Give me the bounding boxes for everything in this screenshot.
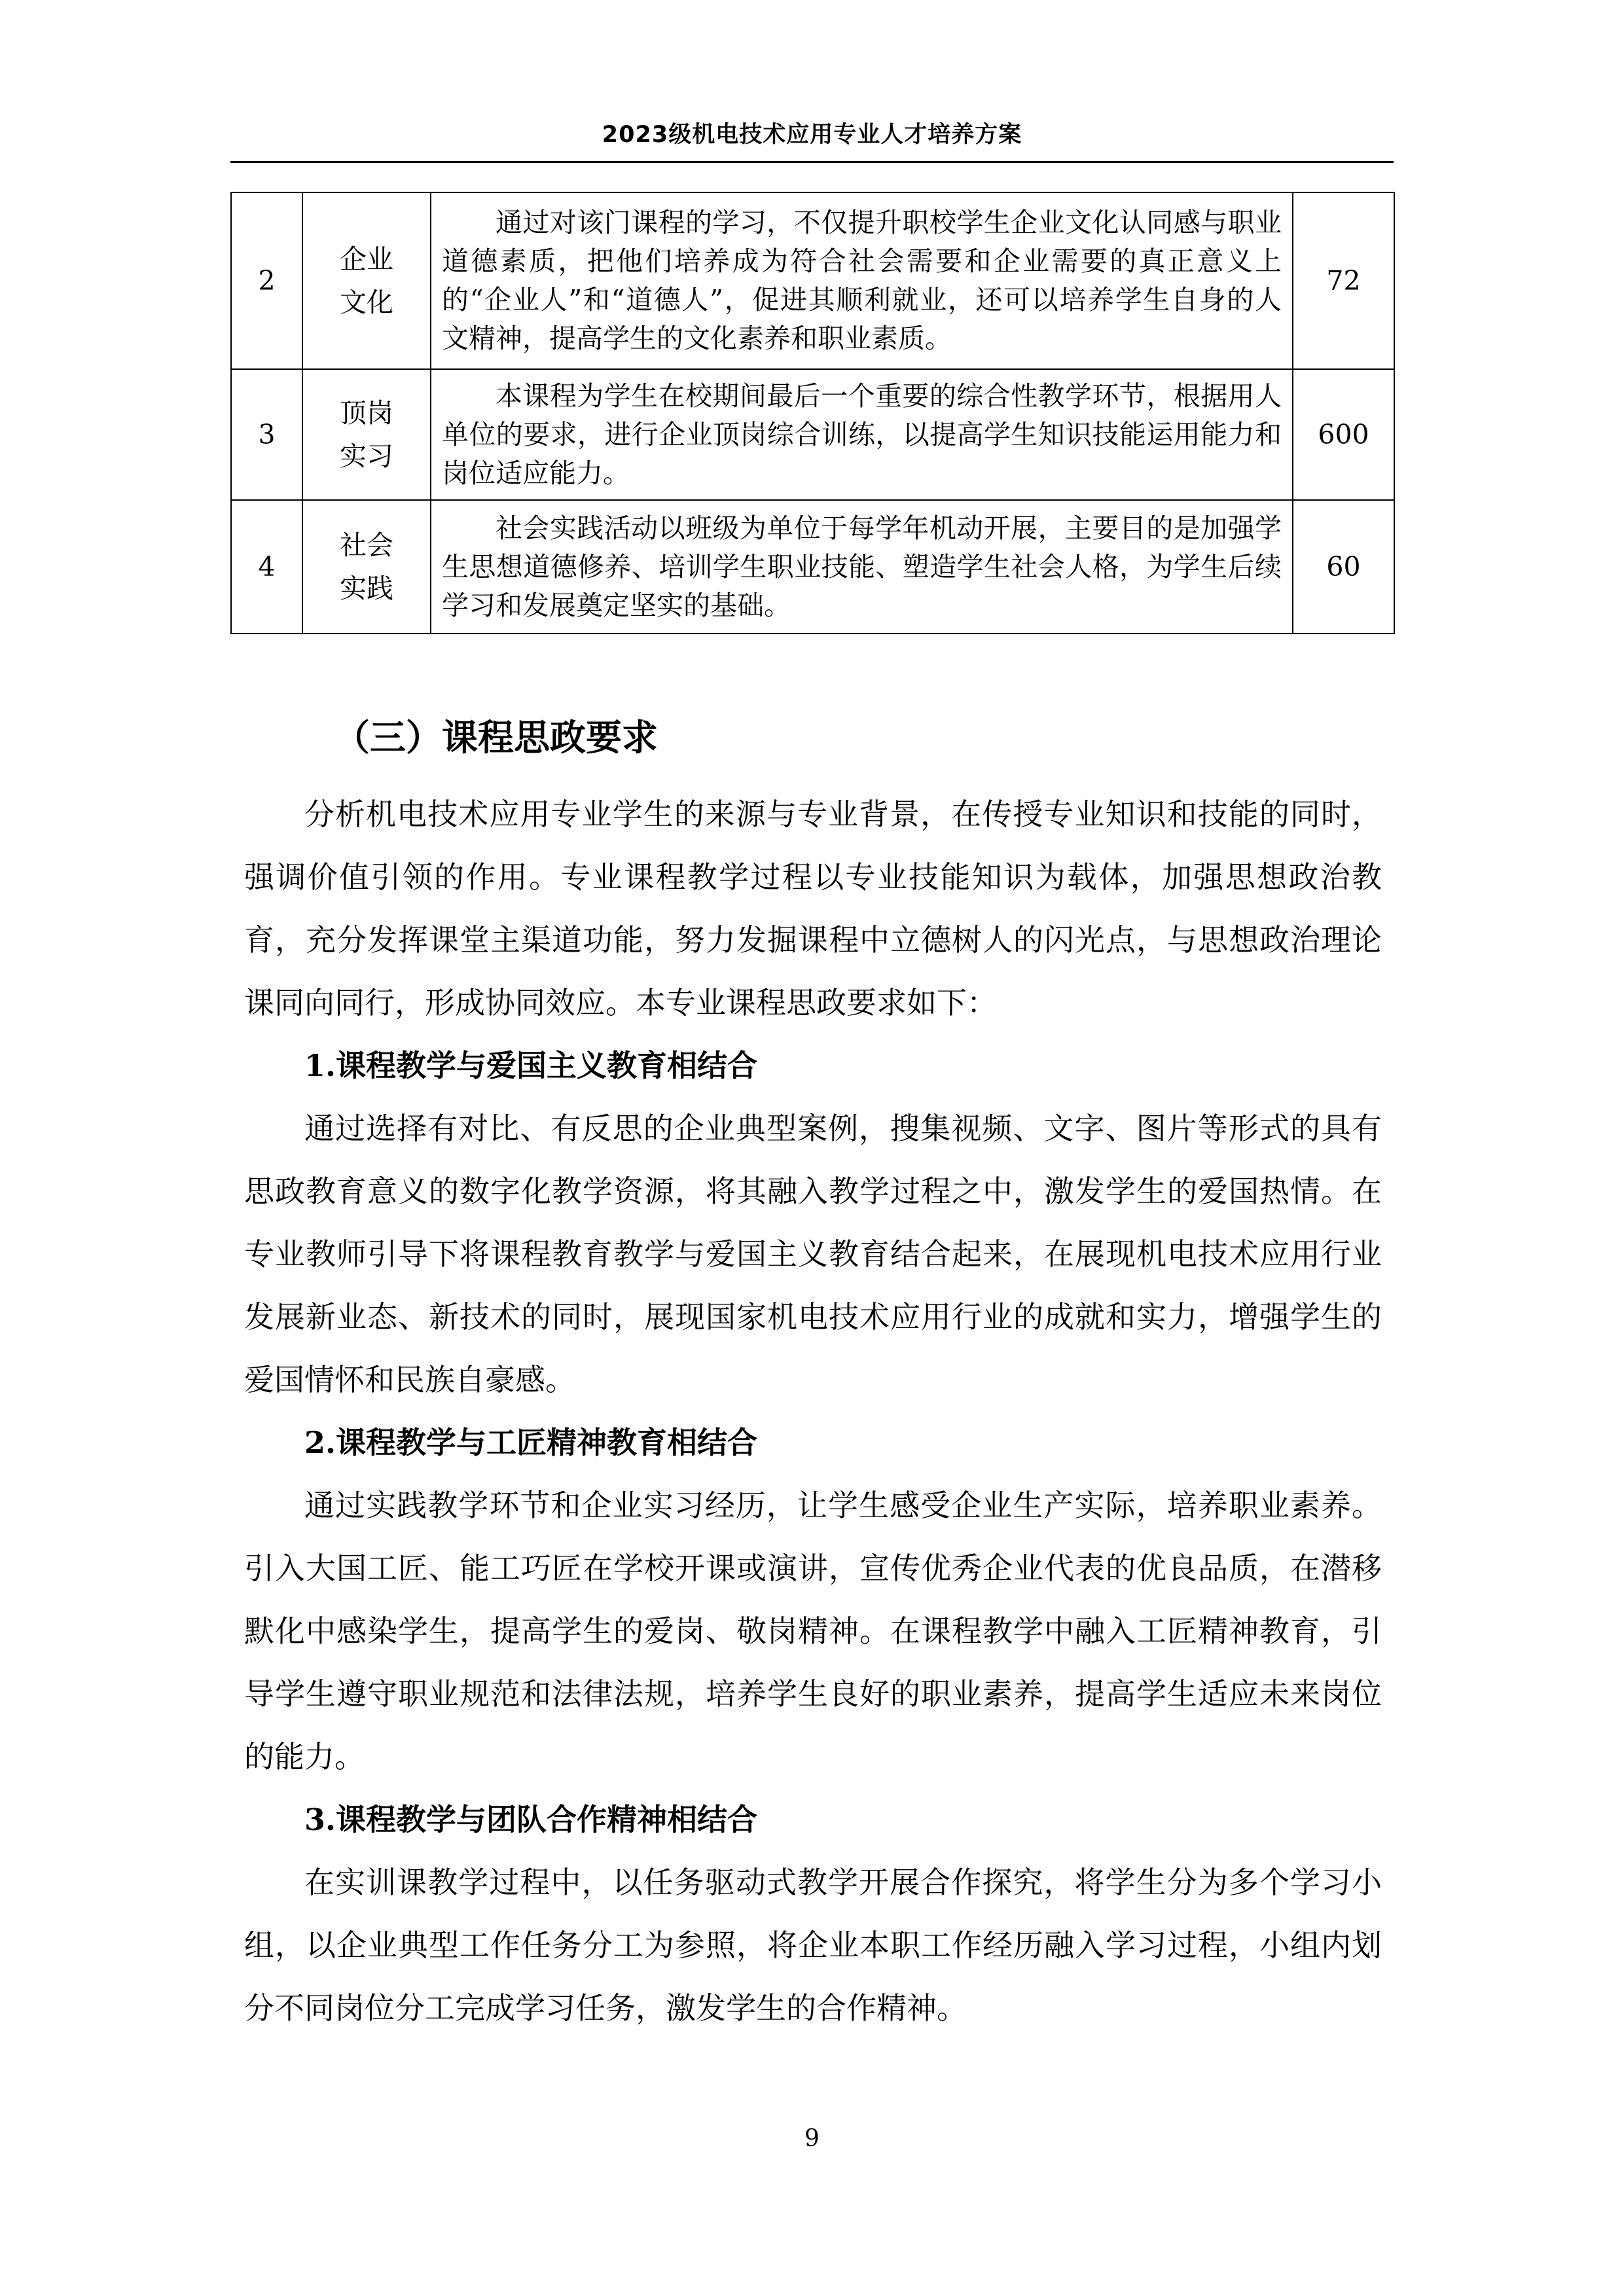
course-hours: 72: [1293, 192, 1394, 369]
subsection-paragraph: 在实训课教学过程中，以任务驱动式教学开展合作探究，将学生分为多个学习小组，以企业典型工作任务分工为参照，将企业本职工作经历融入学习过程，小组内划分不同岗位分工完成学习任务，激发学生的合作精神。: [244, 1865, 1382, 2026]
course-name: [302, 192, 431, 369]
row-number: 2: [231, 192, 302, 369]
subsection-heading: 1.课程教学与爱国主义教育相结合: [304, 1048, 758, 1083]
section-title: （三）课程思政要求: [334, 717, 659, 759]
intro-paragraph: 分析机电技术应用专业学生的来源与专业背景，在传授专业知识和技能的同时，强调价值引领的作用。专业课程教学过程以专业技能知识为载体，加强思想政治教育，充分发挥课堂主渠道功能，努力发掘课程中立德树人的闪光点，与思想政治理论课同向同行，形成协同效应。本专业课程思政要求如下：: [244, 797, 1382, 1020]
course-hours: 60: [1293, 500, 1394, 634]
table-row: [231, 500, 1394, 634]
row-number: 4: [231, 500, 302, 634]
course-description: 本课程为学生在校期间最后一个重要的综合性教学环节，根据用人单位的要求，进行企业顶岗综合训练，以提高学生知识技能运用能力和岗位适应能力。: [431, 369, 1293, 500]
course-name-line: 顶岗: [340, 397, 393, 429]
course-name-line: 实践: [340, 573, 393, 604]
table-row: [231, 369, 1394, 500]
subsection-paragraph: 通过选择有对比、有反思的企业典型案例，搜集视频、文字、图片等形式的具有思政教育意义的数字化教学资源，将其融入教学过程之中，激发学生的爱国热情。在专业教师引导下将课程教育教学与爱国主义教育结合起来，在展现机电技术应用行业发展新业态、新技术的同时，展现国家机电技术应用行业的成就和实力，增强学生的爱国情怀和民族自豪感。: [244, 1111, 1382, 1397]
subsection-heading: 3.课程教学与团队合作精神相结合: [304, 1802, 758, 1837]
table-row: [231, 192, 1394, 369]
subsection-heading: 2.课程教学与工匠精神教育相结合: [304, 1425, 758, 1460]
subsection-paragraph: 通过实践教学环节和企业实习经历，让学生感受企业生产实际，培养职业素养。引入大国工匠、能工巧匠在学校开课或演讲，宣传优秀企业代表的优良品质，在潜移默化中感染学生，提高学生的爱岗、敬岗精神。在课程教学中融入工匠精神教育，引导学生遵守职业规范和法律法规，培养学生良好的职业素养，提高学生适应未来岗位的能力。: [244, 1488, 1382, 1774]
page-number: 9: [804, 2125, 820, 2152]
course-name-line: 社会: [340, 529, 393, 561]
course-description: 通过对该门课程的学习，不仅提升职校学生企业文化认同感与职业道德素质，把他们培养成为符合社会需要和企业需要的真正意义上的“企业人”和“道德人”，促进其顺利就业，还可以培养学生自身的人 文精神，提高学生的文化素养和职业素质。: [431, 192, 1293, 369]
course-description: 社会实践活动以班级为单位于每学年机动开展，主要目的是加强学生思想道德修养、培训学生职业技能、塑造学生社会人格，为学生后续学习和发展奠定坚实的基础。: [431, 500, 1293, 634]
course-name: [302, 369, 431, 500]
course-hours: 600: [1293, 369, 1394, 500]
row-number: 3: [231, 369, 302, 500]
course-name-line: 企业: [340, 243, 393, 275]
header-rule: [230, 161, 1394, 163]
course-table: [230, 192, 1395, 634]
section-body: [244, 783, 1382, 2039]
course-name: [302, 500, 431, 634]
course-name-line: 实习: [340, 440, 393, 472]
page-header-title: 2023级机电技术应用专业人才培养方案: [602, 122, 1022, 148]
course-name-line: 文化: [340, 287, 393, 318]
